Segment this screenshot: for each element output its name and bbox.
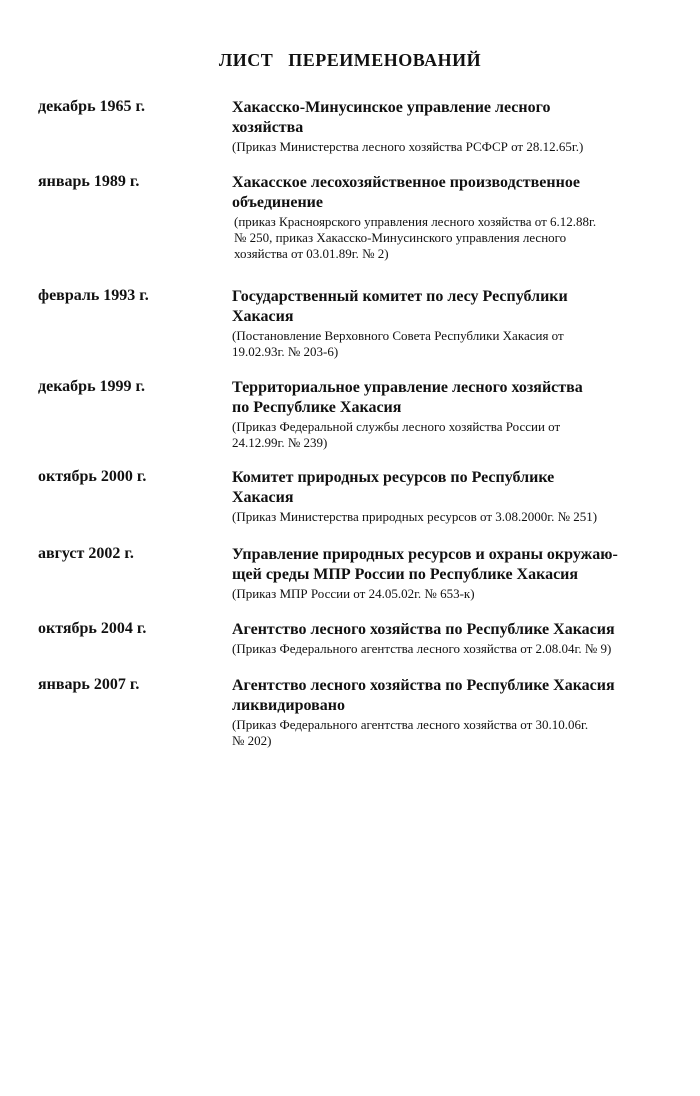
entry-body bbox=[232, 620, 672, 657]
entry-body bbox=[232, 545, 672, 602]
entry-date: октябрь 2004 г. bbox=[38, 620, 147, 637]
entry-order-reference: (Приказ Федеральной службы лесного хозяйства России от 24.12.99г. № 239) bbox=[232, 419, 561, 450]
entry-date: февраль 1993 г. bbox=[38, 287, 149, 304]
entry-body bbox=[232, 676, 672, 749]
entry-organization-name: Агентство лесного хозяйства по Республике Хакасия bbox=[232, 621, 615, 638]
entry-date: октябрь 2000 г. bbox=[38, 468, 147, 485]
entry-body bbox=[232, 468, 672, 525]
entry-date: август 2002 г. bbox=[38, 545, 134, 562]
entry-body bbox=[232, 378, 672, 451]
document-title: ЛИСТ ПЕРЕИМЕНОВАНИЙ bbox=[218, 50, 482, 70]
entry-order-reference: (Приказ Федерального агентства лесного хозяйства от 2.08.04г. № 9) bbox=[232, 641, 612, 656]
entry-body bbox=[232, 173, 672, 262]
entry-organization-name: Управление природных ресурсов и охраны окружаю- щей среды МПР России по Республике Хакасия bbox=[232, 546, 618, 583]
entry-order-reference: (приказ Красноярского управления лесного хозяйства от 6.12.88г. № 250, приказ Хакасско-Минусинского управления лесного хозяйства от 03.01.89г. № 2) bbox=[234, 214, 597, 261]
entry-body bbox=[232, 287, 672, 360]
entry-date: декабрь 1965 г. bbox=[38, 98, 145, 115]
entry-date: декабрь 1999 г. bbox=[38, 378, 145, 395]
entry-order-reference: (Приказ Министерства лесного хозяйства РСФСР от 28.12.65г.) bbox=[232, 139, 584, 154]
entry-order-reference: (Приказ Министерства природных ресурсов от 3.08.2000г. № 251) bbox=[232, 509, 598, 524]
entry-organization-name: Агентство лесного хозяйства по Республике Хакасия ликвидировано bbox=[232, 677, 615, 714]
entry-body bbox=[232, 98, 672, 155]
entry-organization-name: Территориальное управление лесного хозяйства по Республике Хакасия bbox=[232, 379, 583, 416]
entry-order-reference: (Приказ МПР России от 24.05.02г. № 653-к) bbox=[232, 586, 475, 601]
entry-order-reference: (Постановление Верховного Совета Республики Хакасия от 19.02.93г. № 203-6) bbox=[232, 328, 564, 359]
entry-organization-name: Комитет природных ресурсов по Республике Хакасия bbox=[232, 469, 555, 506]
entry-order-reference: (Приказ Федерального агентства лесного хозяйства от 30.10.06г. № 202) bbox=[232, 717, 589, 748]
entry-date: январь 2007 г. bbox=[38, 676, 140, 693]
entry-date: январь 1989 г. bbox=[38, 173, 140, 190]
entry-organization-name: Государственный комитет по лесу Республики Хакасия bbox=[232, 288, 568, 325]
entry-organization-name: Хакасско-Минусинское управление лесного хозяйства bbox=[232, 99, 551, 136]
entry-organization-name: Хакасское лесохозяйственное производственное объединение bbox=[232, 174, 580, 211]
